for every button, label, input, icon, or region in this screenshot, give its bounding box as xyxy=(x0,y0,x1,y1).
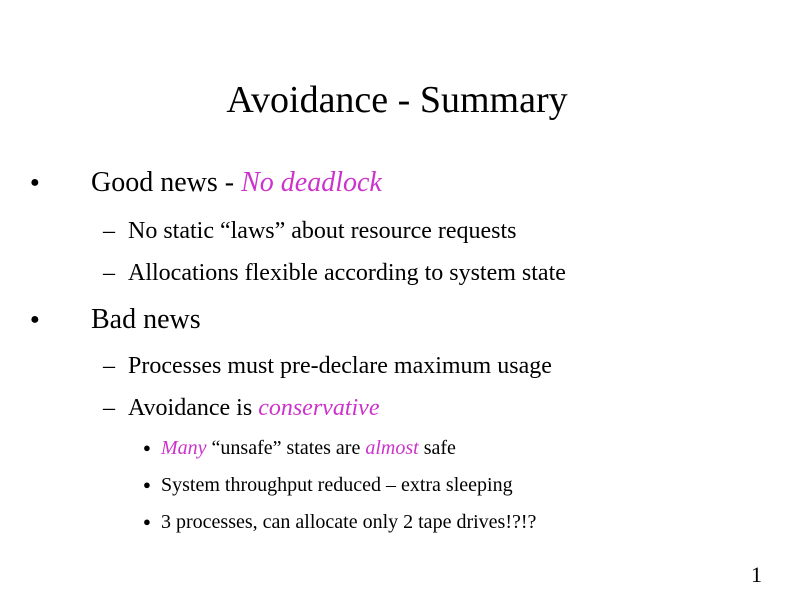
small-bullet-marker: ● xyxy=(143,514,151,529)
sub-bullet-conservative xyxy=(128,393,379,423)
sub-bullet-allocations-flexible: Allocations flexible according to system state xyxy=(128,260,566,286)
bullet-bad-news-marker: ● xyxy=(30,311,40,328)
small-bullet-marker: ● xyxy=(143,477,151,492)
many-emphasis: Many xyxy=(161,437,207,459)
no-deadlock-emphasis: No deadlock xyxy=(241,167,382,198)
sub-bullet-static-laws: No static “laws” about resource requests xyxy=(128,218,517,244)
slide-title: Avoidance - Summary xyxy=(226,79,568,121)
avoidance-is-label: Avoidance is xyxy=(128,395,259,421)
safe-text: safe xyxy=(418,437,456,459)
sub-bullet-pre-declare: Processes must pre-declare maximum usage xyxy=(128,353,552,379)
bullet-good-news-label: Good news - xyxy=(91,167,242,198)
bullet-bad-news: Bad news xyxy=(91,304,201,335)
bullet-good-news xyxy=(91,166,382,200)
small-bullet-marker: ● xyxy=(143,440,151,455)
sub-sub-bullet-many-unsafe xyxy=(161,435,456,461)
sub-sub-bullet-tape-drives: 3 processes, can allocate only 2 tape drives!?!? xyxy=(161,511,537,533)
almost-emphasis: almost xyxy=(365,437,419,459)
page-number: 1 xyxy=(751,562,762,587)
dash-marker: – xyxy=(103,260,115,286)
bullet-good-news-marker: ● xyxy=(30,174,40,191)
dash-marker: – xyxy=(103,395,115,421)
unsafe-states-text: “unsafe” states are xyxy=(206,437,366,459)
dash-marker: – xyxy=(103,218,115,244)
dash-marker: – xyxy=(103,353,115,379)
conservative-emphasis: conservative xyxy=(258,395,380,421)
sub-sub-bullet-throughput: System throughput reduced – extra sleeping xyxy=(161,474,513,496)
